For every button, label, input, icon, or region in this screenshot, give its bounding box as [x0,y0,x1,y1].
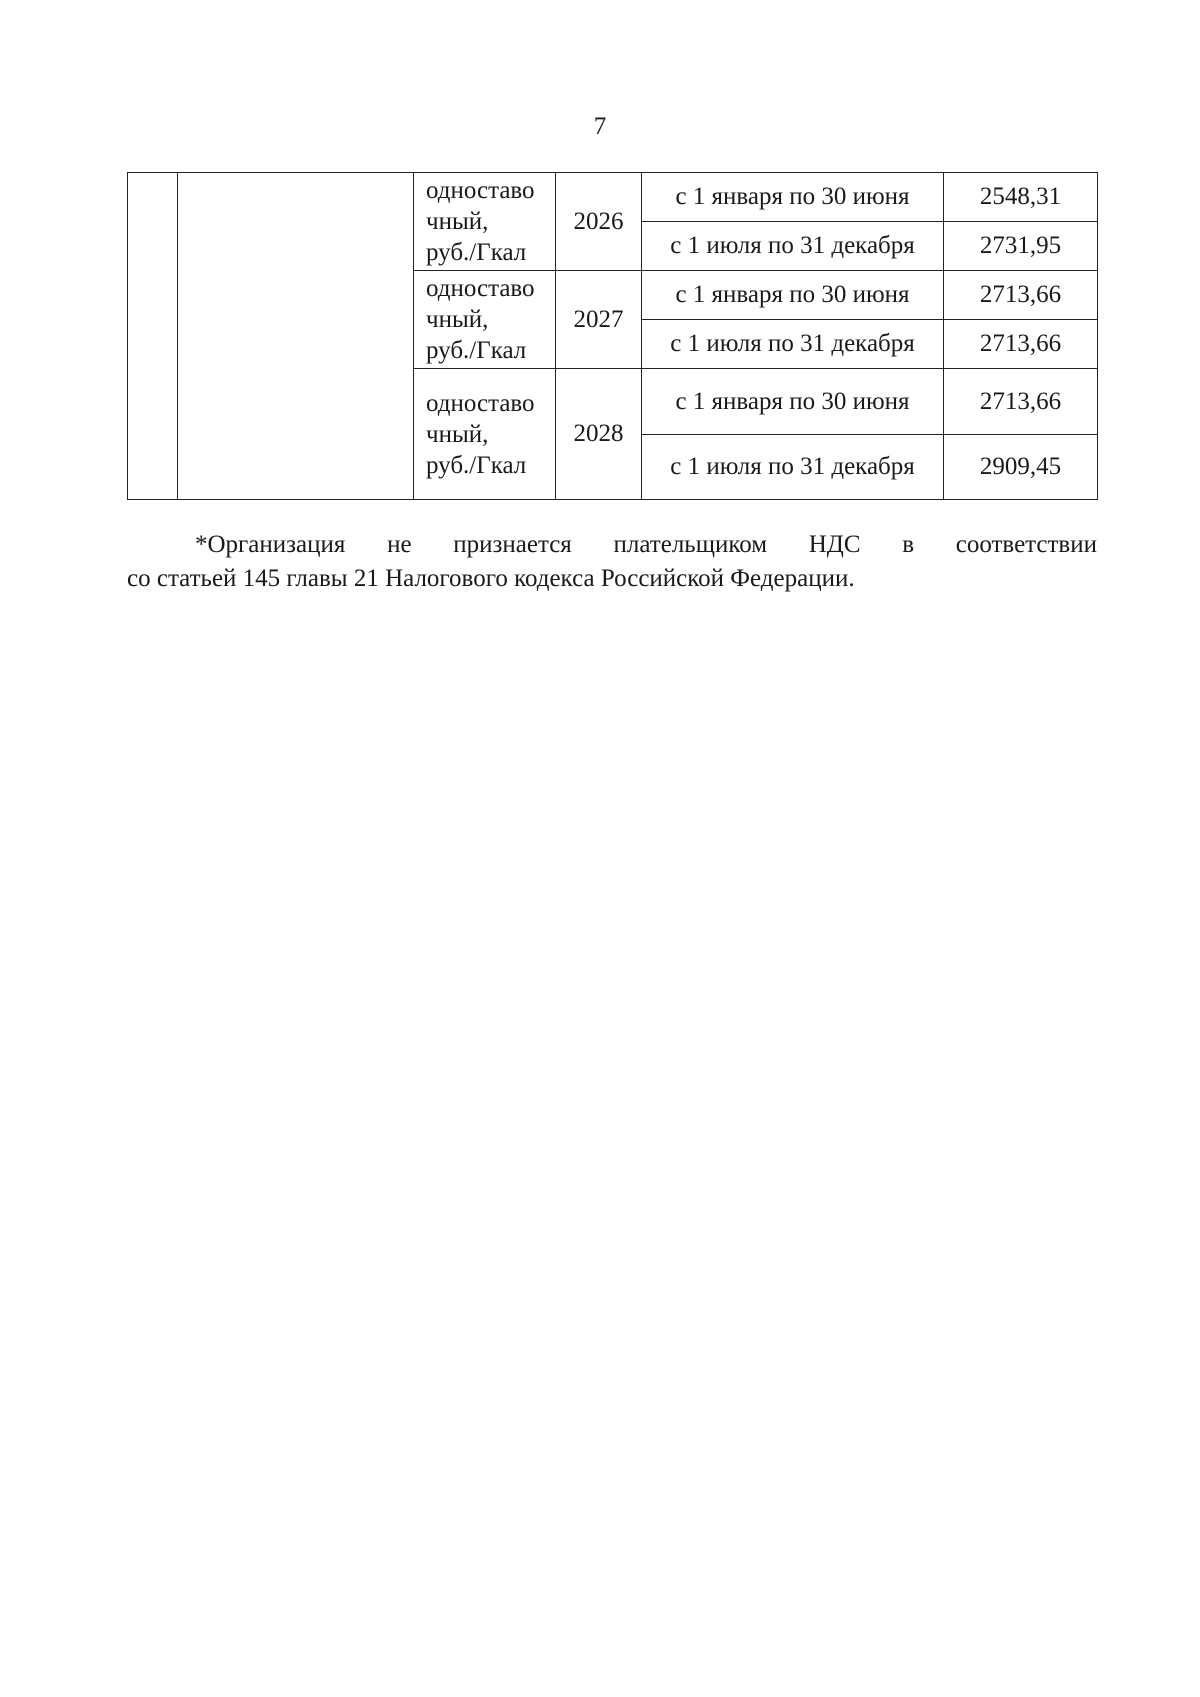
tariff-kind-line: руб./Гкал [426,451,527,479]
tariff-kind-cell [414,271,556,369]
tariff-kind-cell [414,173,556,271]
vat-footnote-line-2: со статьей 145 главы 21 Налогового кодекса Российской Федерации. [127,565,855,592]
tariff-kind-line: одноставо [426,177,535,204]
period-cell: с 1 января по 30 июня [642,271,944,320]
tariff-kind-line: чный, [426,420,489,448]
organization-cell [178,173,414,500]
tariff-value-cell: 2731,95 [944,222,1098,271]
tariff-kind-line: чный, [426,306,489,333]
tariff-value-cell: 2713,66 [944,320,1098,369]
period-cell: с 1 января по 30 июня [642,369,944,435]
vat-footnote-line-1: *Организация не признается плательщиком НДС в соответствии [195,531,1097,558]
year-cell: 2028 [556,369,642,500]
tariff-kind-line: чный, [426,208,489,235]
table-row [128,173,1098,222]
tariff-value-cell: 2713,66 [944,271,1098,320]
page-number: 7 [593,113,607,140]
tariff-value-cell: 2548,31 [944,173,1098,222]
tariff-kind-cell [414,369,556,500]
year-cell: 2026 [556,173,642,271]
tariff-kind-line: руб./Гкал [426,337,527,364]
period-cell: с 1 июля по 31 декабря [642,320,944,369]
period-cell: с 1 января по 30 июня [642,173,944,222]
tariff-kind-line: руб./Гкал [426,239,527,266]
tariff-kind-line: одноставо [426,275,535,302]
period-cell: с 1 июля по 31 декабря [642,435,944,500]
tariff-value-cell: 2909,45 [944,435,1098,500]
row-number-cell [128,173,178,500]
tariff-table [127,172,1098,500]
tariff-kind-line: одноставо [426,389,535,417]
period-cell: с 1 июля по 31 декабря [642,222,944,271]
year-cell: 2027 [556,271,642,369]
tariff-value-cell: 2713,66 [944,369,1098,435]
